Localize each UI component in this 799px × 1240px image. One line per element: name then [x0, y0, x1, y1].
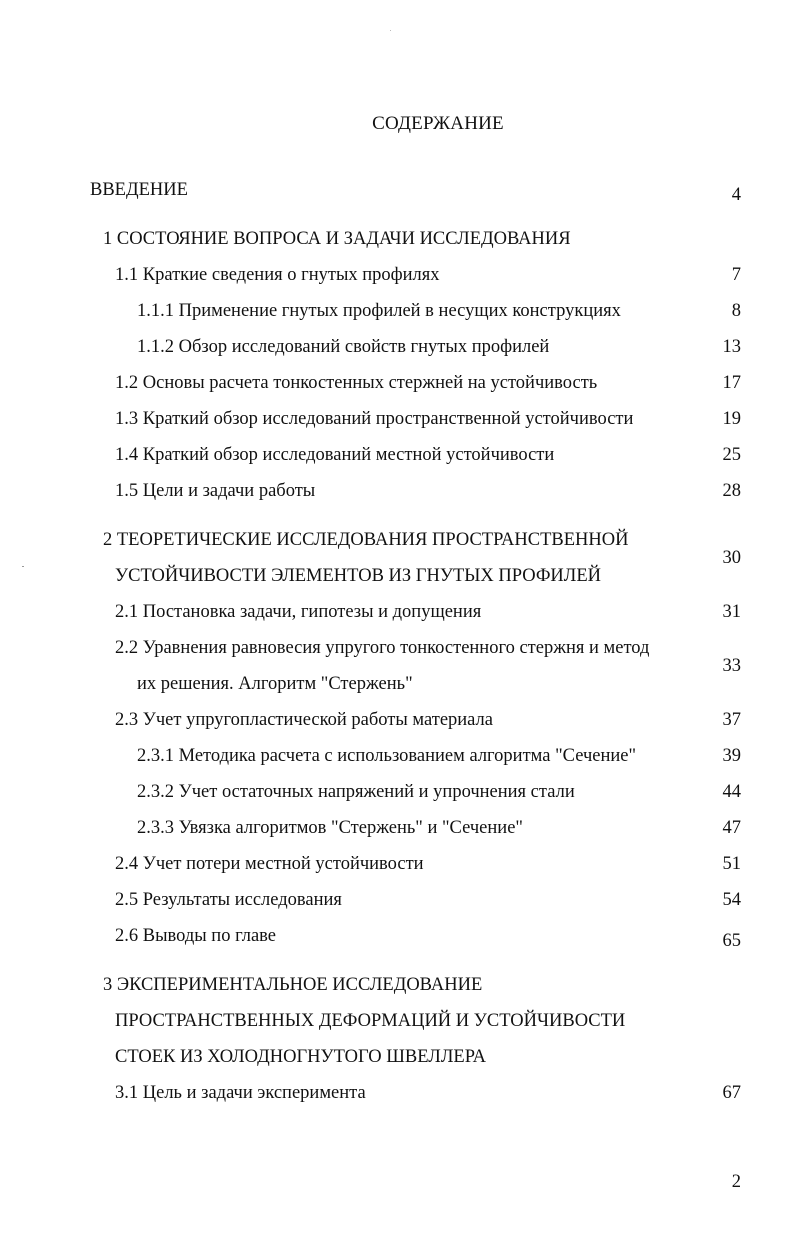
- toc-entry-text: 2.3.2 Учет остаточных напряжений и упрочнения стали: [137, 782, 575, 802]
- toc-entry-page-number: 67: [722, 1083, 741, 1103]
- toc-entry-text: 2.3 Учет упругопластической работы материала: [115, 710, 494, 730]
- toc-entry-page-number: 44: [722, 782, 741, 802]
- toc-entry-page-number: 8: [731, 301, 741, 321]
- toc-entry-page-number: 28: [722, 481, 741, 501]
- toc-entry-page-number: 37: [722, 710, 741, 730]
- toc-entry-text: 2.1 Постановка задачи, гипотезы и допущения: [115, 602, 482, 622]
- toc-entry-page-number: 51: [722, 854, 741, 874]
- toc-entry-page-number: 30: [722, 548, 741, 568]
- toc-entry-text: 2.5 Результаты исследования: [115, 890, 342, 910]
- toc-entry-text: ПРОСТРАНСТВЕННЫХ ДЕФОРМАЦИЙ И УСТОЙЧИВОСТИ: [115, 1011, 626, 1031]
- toc-entry-text: 2.3.3 Увязка алгоритмов "Стержень" и "Сечение": [137, 818, 523, 838]
- toc-entry-text: 1.1.2 Обзор исследований свойств гнутых профилей: [137, 337, 550, 357]
- scan-artifact: [22, 566, 24, 567]
- footer-page-number: 2: [731, 1172, 741, 1192]
- toc-entry-text: 2 ТЕОРЕТИЧЕСКИЕ ИССЛЕДОВАНИЯ ПРОСТРАНСТВЕННОЙ: [103, 530, 629, 550]
- toc-entry-text: 1.4 Краткий обзор исследований местной устойчивости: [115, 445, 555, 465]
- toc-entry-text: 3.1 Цель и задачи эксперимента: [115, 1083, 366, 1103]
- toc-entry-page-number: 65: [722, 931, 741, 951]
- toc-entry-page-number: 39: [722, 746, 741, 766]
- toc-entry-text: 1.2 Основы расчета тонкостенных стержней на устойчивость: [115, 373, 598, 393]
- toc-entry-page-number: 31: [722, 602, 741, 622]
- toc-entry-page-number: 7: [731, 265, 741, 285]
- toc-entry-text: 2.6 Выводы по главе: [115, 926, 277, 946]
- toc-entry-page-number: 33: [722, 656, 741, 676]
- toc-entry-text: СТОЕК ИЗ ХОЛОДНОГНУТОГО ШВЕЛЛЕРА: [115, 1047, 486, 1067]
- toc-entry-page-number: 4: [731, 185, 741, 205]
- toc-entry-text: УСТОЙЧИВОСТИ ЭЛЕМЕНТОВ ИЗ ГНУТЫХ ПРОФИЛЕЙ: [115, 566, 602, 586]
- toc-title: СОДЕРЖАНИЕ: [372, 113, 504, 134]
- toc-entry-text: 2.3.1 Методика расчета с использованием алгоритма "Сечение": [137, 746, 637, 766]
- toc-entry-page-number: 54: [722, 890, 741, 910]
- toc-entry-text: 3 ЭКСПЕРИМЕНТАЛЬНОЕ ИССЛЕДОВАНИЕ: [103, 975, 483, 995]
- toc-entry-text: их решения. Алгоритм "Стержень": [137, 674, 413, 694]
- toc-entry-text: 1 СОСТОЯНИЕ ВОПРОСА И ЗАДАЧИ ИССЛЕДОВАНИЯ: [103, 229, 571, 249]
- toc-entry-text: 2.4 Учет потери местной устойчивости: [115, 854, 424, 874]
- toc-entry-page-number: 25: [722, 445, 741, 465]
- toc-entry-page-number: 47: [722, 818, 741, 838]
- toc-entry-page-number: 13: [722, 337, 741, 357]
- scan-artifact: [390, 30, 391, 31]
- toc-entry-text: 2.2 Уравнения равновесия упругого тонкостенного стержня и метод: [115, 638, 650, 658]
- toc-entry-text: 1.3 Краткий обзор исследований пространственной устойчивости: [115, 409, 634, 429]
- toc-entry-page-number: 19: [722, 409, 741, 429]
- toc-entry-page-number: 17: [722, 373, 741, 393]
- toc-entry-text: 1.1.1 Применение гнутых профилей в несущих конструкциях: [137, 301, 621, 321]
- toc-entry-text: 1.1 Краткие сведения о гнутых профилях: [115, 265, 440, 285]
- toc-entry-text: 1.5 Цели и задачи работы: [115, 481, 316, 501]
- toc-entry-text: ВВЕДЕНИЕ: [90, 180, 188, 200]
